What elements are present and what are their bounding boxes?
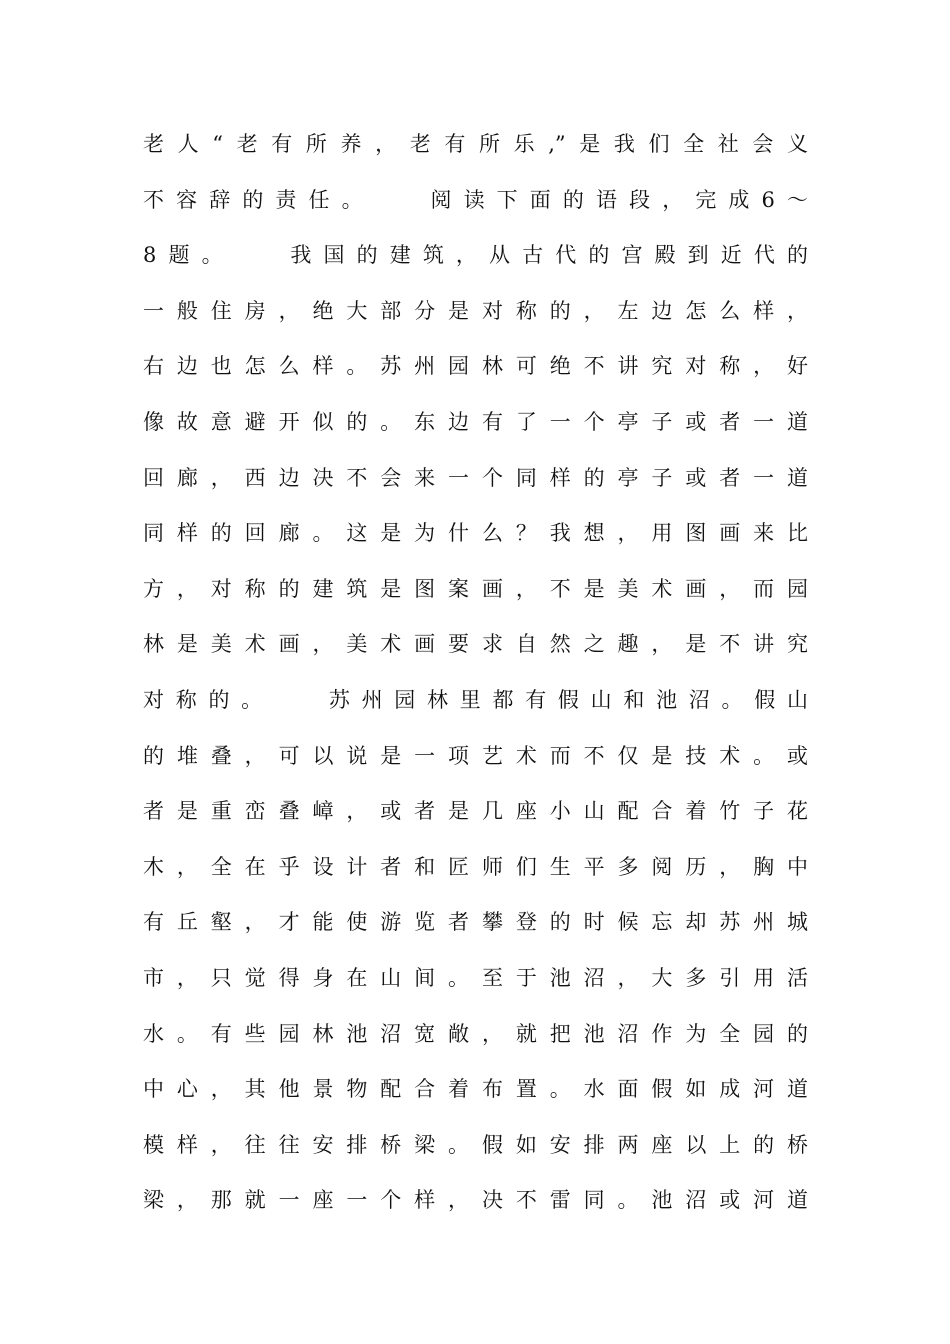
text-line: 木，全在乎设计者和匠师们生平多阅历，胸中 (143, 854, 808, 879)
text-line: 同样的回廊。这是为什么？我想，用图画来比 (143, 521, 808, 546)
text-line: 方，对称的建筑是图案画，不是美术画，而园 (143, 576, 808, 601)
text-line: 右边也怎么样。苏州园林可绝不讲究对称，好 (143, 354, 808, 379)
text-line: 市，只觉得身在山间。至于池沼，大多引用活 (143, 965, 808, 990)
text-line: 的堆叠，可以说是一项艺术而不仅是技术。或 (143, 743, 808, 768)
text-line: 水。有些园林池沼宽敞，就把池沼作为全园的 (143, 1021, 808, 1046)
text-line: 对称的。 苏州园林里都有假山和池沼。假山 (143, 687, 808, 712)
text-line: 8题。 我国的建筑，从古代的宫殿到近代的 (143, 243, 808, 268)
text-line: 像故意避开似的。东边有了一个亭子或者一道 (143, 409, 808, 434)
text-line: 一般住房，绝大部分是对称的，左边怎么样， (143, 298, 808, 323)
text-line: 不容辞的责任。 阅读下面的语段，完成6～ (143, 187, 808, 212)
text-line: 中心，其他景物配合着布置。水面假如成河道 (143, 1077, 808, 1102)
text-line: 回廊，西边决不会来一个同样的亭子或者一道 (143, 465, 808, 490)
text-line: 有丘壑，才能使游览者攀登的时候忘却苏州城 (143, 910, 808, 935)
text-line: 者是重峦叠嶂，或者是几座小山配合着竹子花 (143, 799, 808, 824)
text-line: 模样，往往安排桥梁。假如安排两座以上的桥 (143, 1132, 808, 1157)
text-line: 林是美术画，美术画要求自然之趣，是不讲究 (143, 632, 808, 657)
body-text (143, 127, 808, 1239)
text-line: 老人“老有所养，老有所乐,”是我们全社会义 (143, 132, 808, 156)
text-line: 梁，那就一座一个样，决不雷同。池沼或河道 (143, 1188, 808, 1213)
